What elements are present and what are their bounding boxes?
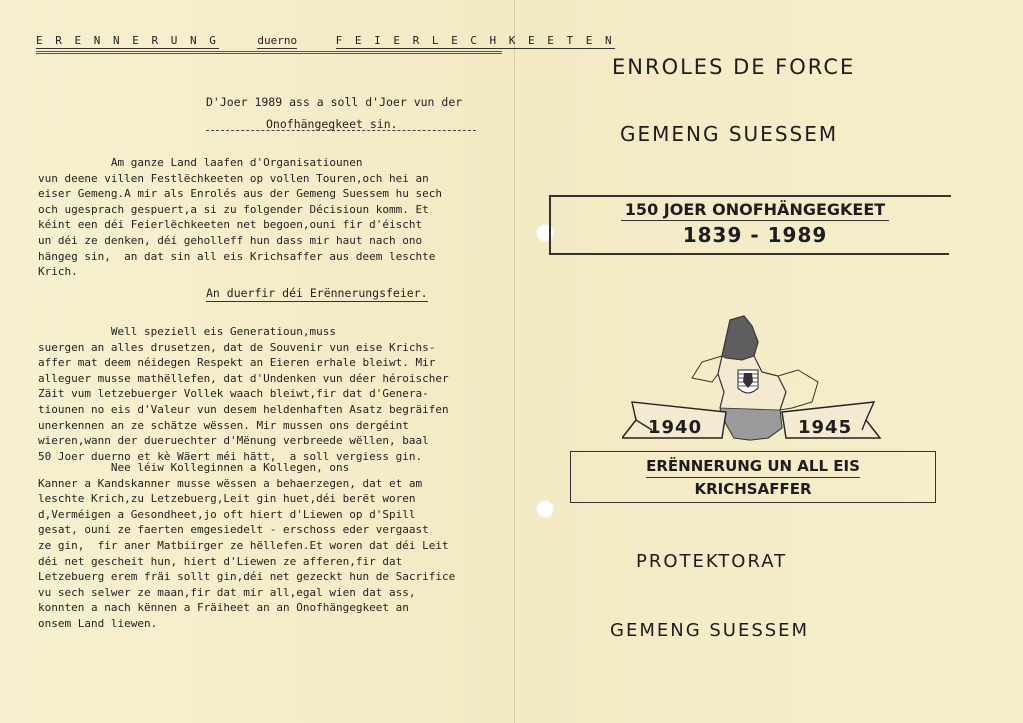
anniversary-title: 150 JOER ONOFHÄNGEGKEET: [621, 200, 889, 221]
memorial-line-2: KRICHSAFFER: [694, 480, 812, 498]
header-part-duerno: duerno: [257, 34, 298, 47]
paragraph-3: Nee léiw Kolleginnen a Kollegen, ons Kanner a Kandskanner musse wëssen a behaerzegen, dat et am leschte Krich,zu Letzebuerg,Leit gin huet,déi berët woren d,Verméigen a Gesondheet,jo oft hiert d'Liewen op d'Spill gesat, ouni ze faerten emgesiedelt - erschoss eder vergaast ze gin, fir aner Matbiirger ze hëllefen.Et woren dat déi Leit déi net gescheit hun, hiert d'Liewen ze afferen,fir dat Letzebuerg erem fräi sollt gin,déi net gezeckt hun de Sacrifice vu sech selwer ze maan,fir dat mir all,egal wien dat ass, konnten a nach kënnen a Fräiheet an an Onofhängegkeet an onsem Land liewen.: [38, 461, 456, 630]
paragraph-1: Am ganze Land laafen d'Organisatiounen vun deene villen Festlëchkeeten op vollen Touren,och hei an eiser Gemeng.A mir als Enrolés aus der Gemeng Suessem hu sech och ugesprach gespuert,a si zu folgender Décisioun komm. Et kéint een déi Feierlëchkeeten net begoen,ouni fir d'éischt un déi ze denken, déi geholleff hun dass mir haut nach ono hängeg sin, an dat sin all eis Krichsaffer aus deem leschte Krich.: [38, 156, 442, 279]
header-double-rule: [36, 51, 502, 54]
memorial-box: [570, 451, 936, 503]
heading-gemeng: GEMENG SUESSEM: [620, 122, 839, 146]
year-start-label: 1940: [648, 417, 703, 438]
anniv-top-rule: [551, 195, 951, 197]
header-part-feierlechkeeten: F E I E R L E C H K E E T E N: [335, 34, 615, 47]
dashed-divider: [206, 130, 476, 131]
subheading: An duerfir déi Erënnerungsfeier.: [206, 286, 428, 300]
footer-gemeng: GEMENG SUESSEM: [610, 620, 810, 641]
map-north-shaded: [722, 316, 758, 360]
anniversary-box: [598, 200, 912, 247]
memorial-line-1: ERËNNERUNG UN ALL EIS: [646, 455, 860, 478]
heading-protektorat: PROTEKTORAT: [636, 551, 788, 572]
anniv-left-rule: [549, 195, 551, 255]
heading-enroles: ENROLES DE FORCE: [612, 55, 856, 79]
coat-of-arms-icon: [738, 370, 758, 393]
fold-line: [514, 0, 515, 723]
punch-hole: [536, 224, 554, 242]
header-part-erennerung: E R E N N E R U N G: [36, 34, 219, 47]
intro-text: [206, 91, 462, 135]
paragraph-2: Well speziell eis Generatioun,muss suergen an alles drusetzen, dat de Souvenir vun eise Krichs- affer mat deem néidegen Respekt an Eieren erhale bleiwt. Mir alleguer musse mathëllefen, dat d'Undenken vun déer héroischer Zäit vum letzebuerger Vollek waach bleiwt,fir dat d'Genera- tiounen no eis d'Valeur vun desem heldenhaften Asatz begräifen unerkennen an ze schätze wëssen. Mir mussen ons dergéint wieren,wann der dueruechter d'Mënung verbreede wëllen, baal 50 Joer duerno et kè Wäert méi hätt, a soll vergiess gin.: [38, 325, 449, 463]
left-page-header: [36, 34, 615, 47]
luxembourg-map-emblem: [622, 312, 882, 442]
year-end-label: 1945: [798, 417, 853, 438]
anniv-bottom-rule: [549, 253, 949, 255]
punch-hole: [536, 500, 554, 518]
intro-line-1: D'Joer 1989 ass a soll d'Joer vun der: [206, 95, 463, 109]
anniversary-years: 1839 - 1989: [682, 223, 828, 247]
intro-line-2: Onofhängegkeet sin.: [266, 117, 398, 131]
